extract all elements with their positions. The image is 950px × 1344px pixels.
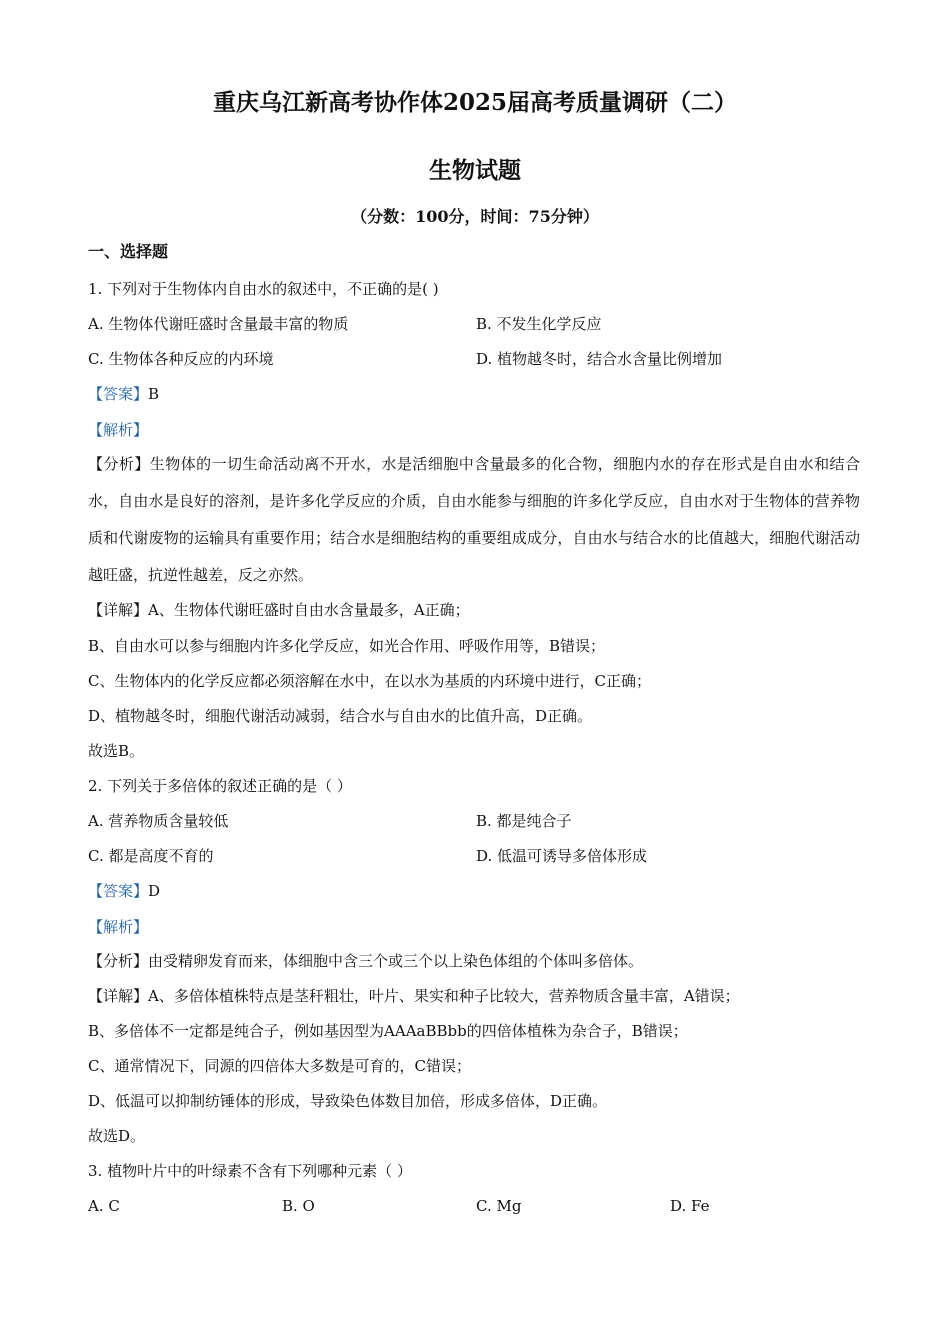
q2-answer-value: D [148, 882, 161, 900]
q1-analysis-tag: 【解析】 [88, 421, 149, 439]
q1-conclusion: 故选B。 [88, 742, 145, 760]
xiangjie-tag: 【详解】 [88, 987, 149, 1005]
subject-title: 生物试题 [429, 157, 521, 184]
q1-option-a: A. 生物体代谢旺盛时含量最丰富的物质 [88, 315, 349, 333]
q3-stem: 3. 植物叶片中的叶绿素不含有下列哪种元素（ ） [88, 1162, 412, 1180]
q3-option-c: C. Mg [476, 1197, 522, 1215]
q1-detail-c: C、生物体内的化学反应都必须溶解在水中，在以水为基质的内环境中进行，C正确； [88, 672, 651, 690]
q3-option-b: B. O [282, 1197, 315, 1215]
fenxi-tag: 【分析】 [88, 455, 150, 473]
q1-detail-d: D、植物越冬时，细胞代谢活动减弱，结合水与自由水的比值升高，D正确。 [88, 707, 593, 725]
q2-detail-c: C、通常情况下，同源的四倍体大多数是可育的，C错误； [88, 1057, 471, 1075]
q3-option-d: D. Fe [670, 1197, 710, 1215]
q1-option-c: C. 生物体各种反应的内环境 [88, 350, 274, 368]
q2-option-c: C. 都是高度不育的 [88, 847, 214, 865]
q2-option-b: B. 都是纯合子 [476, 812, 572, 830]
q3-option-a: A. C [88, 1197, 120, 1215]
q1-option-d: D. 植物越冬时，结合水含量比例增加 [476, 350, 723, 368]
q2-option-d: D. 低温可诱导多倍体形成 [476, 847, 648, 865]
q2-option-a: A. 营养物质含量较低 [88, 812, 229, 830]
q1-fenxi [88, 446, 860, 594]
q1-answer [88, 384, 159, 404]
section-heading: 一、选择题 [88, 242, 169, 261]
q1-detail-b: B、自由水可以参与细胞内许多化学反应，如光合作用、呼吸作用等，B错误； [88, 637, 606, 655]
q1-xiangjie [88, 600, 470, 620]
q2-fenxi [88, 951, 643, 971]
q1-fenxi-text: 生物体的一切生命活动离不开水，水是活细胞中含量最多的化合物，细胞内水的存在形式是自由水和结合水，自由水是良好的溶剂，是许多化学反应的介质，自由水能参与细胞的许多化学反应，自由水对于生物体的营养物质和代谢废物的运输具有重要作用；结合水是细胞结构的重要组成成分，自由水与结合水的比值越大，细胞代谢活动越旺盛，抗逆性越差，反之亦然。 [88, 455, 860, 584]
answer-tag: 【答案】 [88, 882, 149, 900]
q2-fenxi-text: 由受精卵发育而来，体细胞中含三个或三个以上染色体组的个体叫多倍体。 [148, 952, 644, 970]
answer-tag: 【答案】 [88, 385, 149, 403]
q2-xiangjie [88, 986, 740, 1006]
exam-info: （分数：100分，时间：75分钟） [351, 207, 599, 226]
q1-stem: 1. 下列对于生物体内自由水的叙述中，不正确的是( ) [88, 280, 439, 298]
q2-conclusion: 故选D。 [88, 1127, 146, 1145]
q2-stem: 2. 下列关于多倍体的叙述正确的是（ ） [88, 777, 352, 795]
exam-title: 重庆乌江新高考协作体2025届高考质量调研（二） [212, 89, 737, 116]
xiangjie-tag: 【详解】 [88, 601, 149, 619]
q2-xiangjie-text: A、多倍体植株特点是茎秆粗壮，叶片、果实和种子比较大，营养物质含量丰富，A错误； [148, 987, 740, 1005]
q2-answer [88, 881, 160, 901]
q2-detail-d: D、低温可以抑制纺锤体的形成，导致染色体数目加倍，形成多倍体，D正确。 [88, 1092, 608, 1110]
q1-xiangjie-text: A、生物体代谢旺盛时自由水含量最多，A正确； [148, 601, 470, 619]
q2-detail-b: B、多倍体不一定都是纯合子，例如基因型为AAAaBBbb的四倍体植株为杂合子，B错误； [88, 1022, 688, 1040]
q2-analysis-tag: 【解析】 [88, 918, 149, 936]
q1-option-b: B. 不发生化学反应 [476, 315, 602, 333]
q1-answer-value: B [148, 385, 160, 403]
fenxi-tag: 【分析】 [88, 952, 149, 970]
